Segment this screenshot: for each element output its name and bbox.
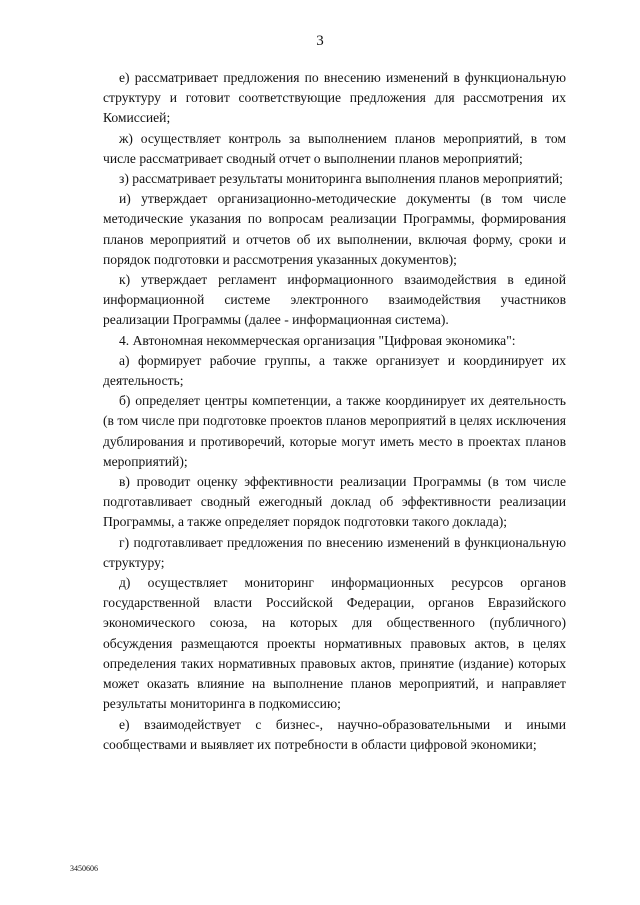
paragraph-g: г) подготавливает предложения по внесению изменений в функциональную структуру;: [103, 534, 566, 570]
paragraph-zh: ж) осуществляет контроль за выполнением планов мероприятий, в том числе рассматривает сводный отчет о выполнении планов мероприятий;: [103, 130, 566, 166]
section-4-heading: 4. Автономная некоммерческая организация "Цифровая экономика":: [119, 332, 516, 348]
paragraph-k: к) утверждает регламент информационного взаимодействия в единой информационной системе электронного взаимодействия участников реализации Программы (далее - информационная система).: [103, 272, 566, 328]
paragraph-z: з) рассматривает результаты мониторинга выполнения планов мероприятий;: [119, 171, 563, 187]
document-body: [103, 68, 566, 755]
page-number: 3: [316, 33, 324, 49]
paragraph-v: в) проводит оценку эффективности реализации Программы (в том числе подготавливает сводный ежегодный доклад об эффективности реализации Программы, а также определяет порядок подготовки такого доклада);: [103, 474, 566, 530]
footer-document-code: 3450606: [70, 864, 98, 873]
paragraph-d: д) осуществляет мониторинг информационных ресурсов органов государственной власти Российской Федерации, органов Евразийского экономического союза, на которых для общественного (публичного) обсуждения размещаются проекты нормативных правовых актов, в целях определения таких нормативных правовых актов, принятие (издание) которых может оказать влияние на выполнение планов мероприятий, и направляет результаты мониторинга в подкомиссию;: [103, 575, 566, 712]
paragraph-i: и) утверждает организационно-методические документы (в том числе методические указания по вопросам реализации Программы, формирования планов мероприятий и отчетов об их выполнении, включая форму, сроки и порядок подготовки и рассмотрения указанных документов);: [103, 191, 566, 267]
paragraph-a: а) формирует рабочие группы, а также организует и координирует их деятельность;: [103, 352, 566, 389]
paragraph-b: б) определяет центры компетенции, а также координирует их деятельность (в том числе при подготовке проектов планов мероприятий в целях исключения дублирования и противоречий, которые могут иметь место в проектах планов мероприятий);: [103, 393, 566, 469]
paragraph-e2: е) взаимодействует с бизнес-, научно-образовательными и иными сообществами и выявляет их потребности в области цифровой экономики;: [103, 716, 566, 752]
paragraph-e: е) рассматривает предложения по внесению изменений в функциональную структуру и готовит соответствующие предложения для рассмотрения их Комиссией;: [103, 70, 566, 126]
